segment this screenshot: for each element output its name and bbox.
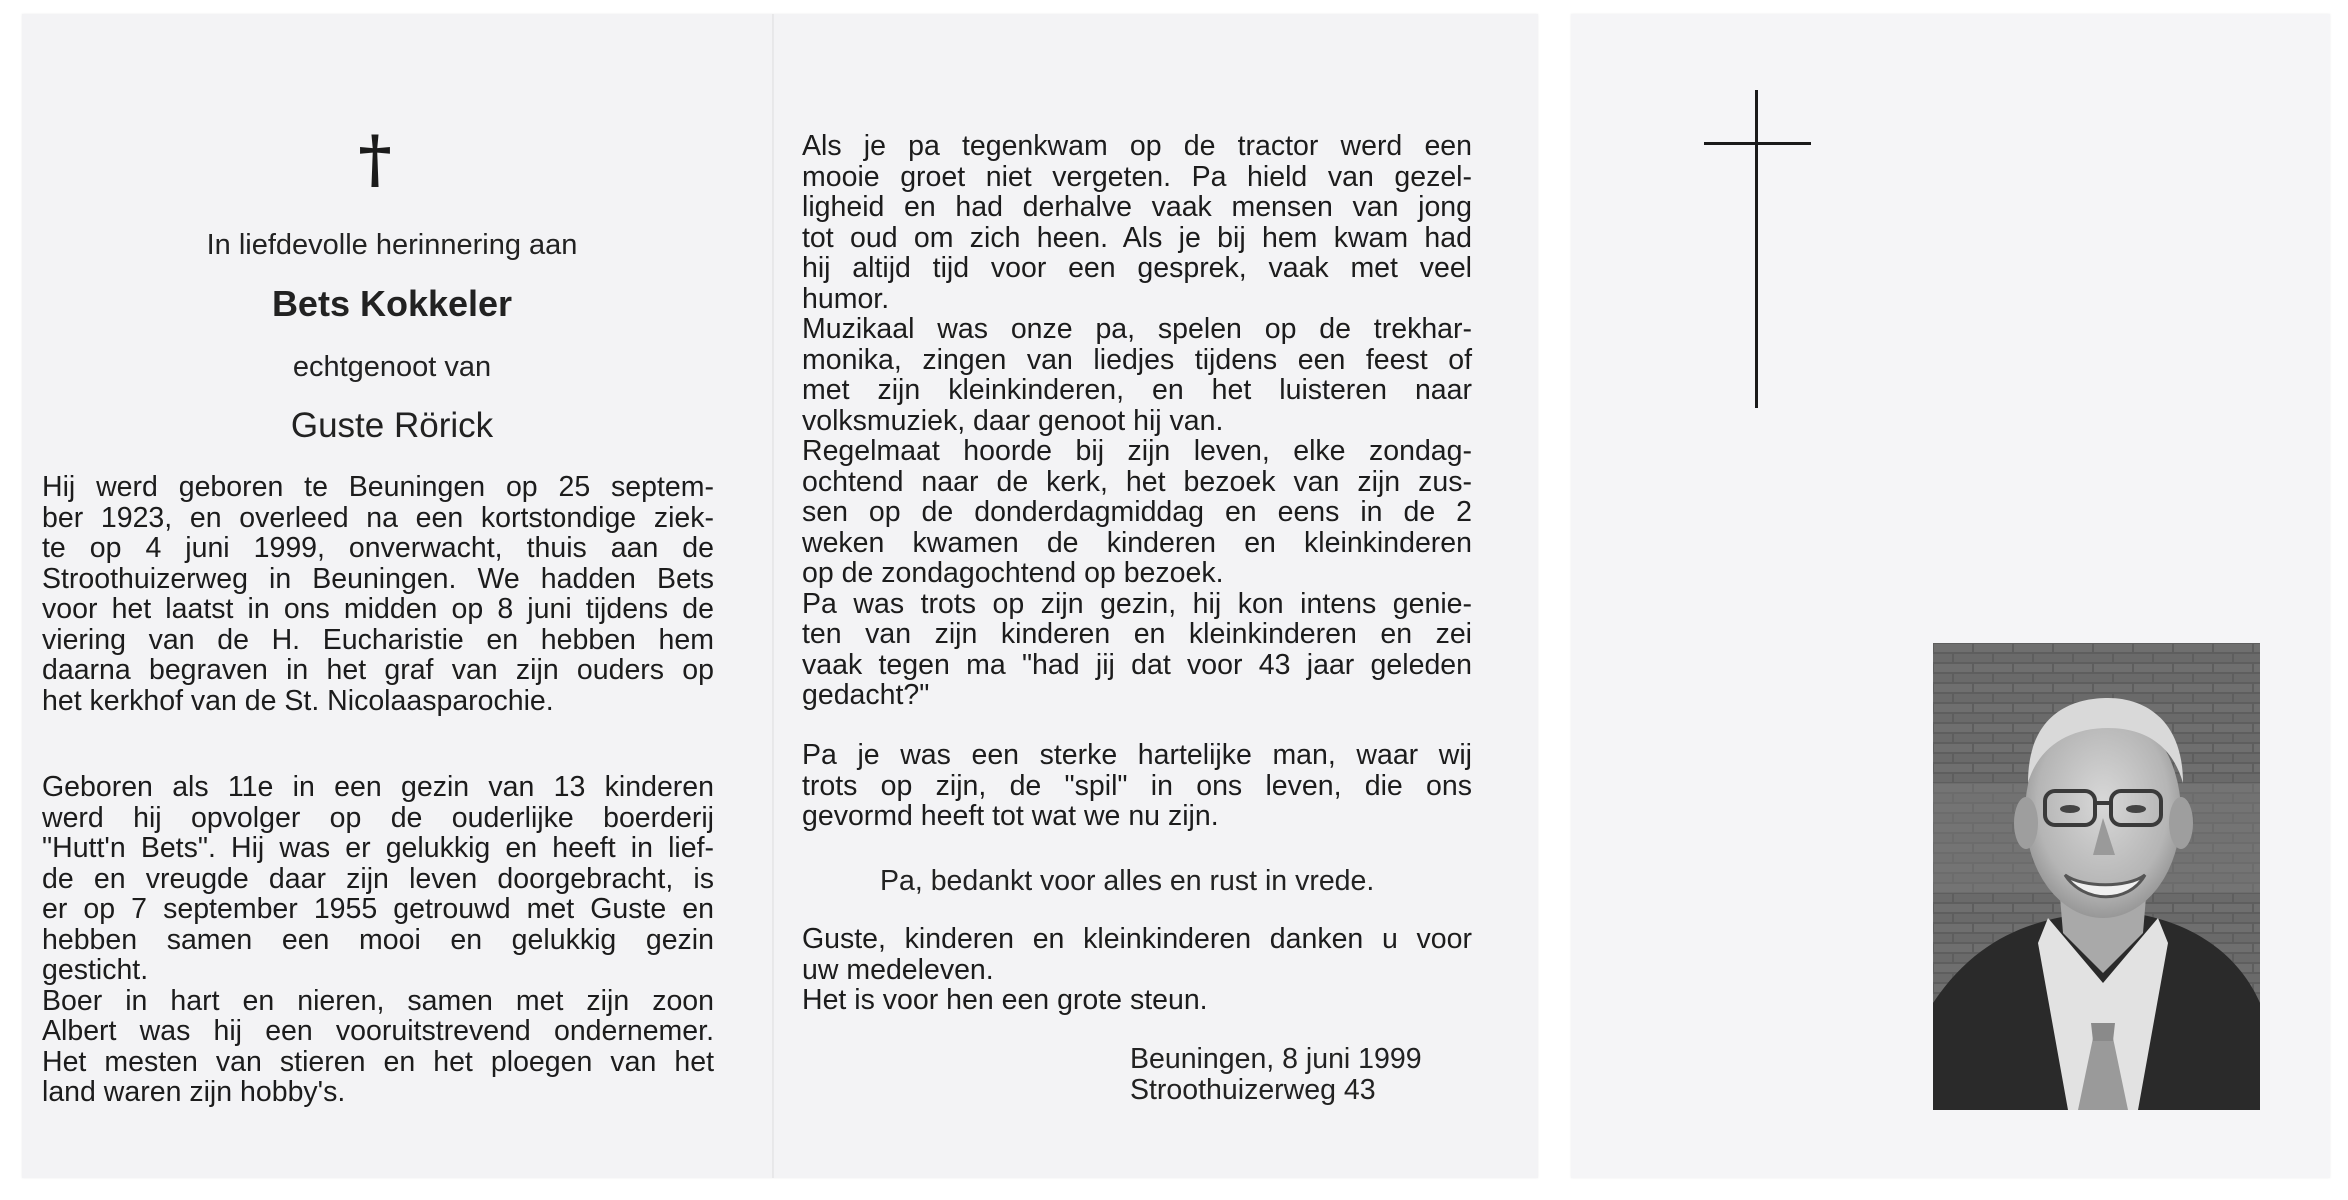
- text-line: Hij werd geboren te Beuningen op 25 septem-: [42, 471, 714, 503]
- spouse-intro-text: echtgenoot van: [292, 351, 492, 383]
- text-line: mooie groet niet vergeten. Pa hield van gezel-: [802, 160, 1472, 193]
- text-line: ten van zijn kinderen en kleinkinderen en zei: [802, 618, 1472, 650]
- text-line: ligheid en had derhalve vaak mensen van jong: [802, 191, 1472, 223]
- text-line: Pa je was een sterke hartelijke man, waar wij: [802, 739, 1472, 771]
- text-line: hij altijd tijd voor een gesprek, vaak met veel: [802, 252, 1472, 284]
- text-line: Guste, kinderen en kleinkinderen danken u voor: [802, 923, 1472, 955]
- cross-icon-vertical: [1755, 90, 1758, 408]
- address: Stroothuizerweg 43: [1130, 1073, 1376, 1106]
- text-line: Regelmaat hoorde bij zijn leven, elke zondag-: [802, 435, 1472, 467]
- text-line: viering van de H. Eucharistie en hebben hem: [42, 623, 714, 656]
- portrait-image: [1933, 643, 2260, 1110]
- text-line: het kerkhof van de St. Nicolaasparochie.: [42, 684, 554, 717]
- cross-icon-horizontal: [1704, 142, 1811, 145]
- paragraph-tribute: [802, 740, 1472, 832]
- text-line: monika, zingen van liedjes tijdens een feest of: [802, 343, 1472, 376]
- text-line: Boer in hart en nieren, samen met zijn zoon: [42, 984, 714, 1017]
- text-line: land waren zijn hobby's.: [42, 1076, 346, 1108]
- text-line: Pa was trots op zijn gezin, hij kon intens genie-: [802, 587, 1472, 620]
- farewell-line: Pa, bedankt voor alles en rust in vrede.: [880, 865, 1375, 897]
- text-line: vaak tegen ma "had jij dat voor 43 jaar geleden: [802, 648, 1472, 681]
- text-line: werd hij opvolger op de ouderlijke boerderij: [42, 801, 714, 834]
- text-line: weken kwamen de kinderen en kleinkinderen: [802, 526, 1472, 559]
- portrait-photo: [1933, 643, 2260, 1110]
- text-line: trots op zijn, de "spil" in ons leven, die ons: [802, 769, 1472, 802]
- spouse-name: Guste Rörick: [290, 406, 494, 445]
- text-line: voor het laatst in ons midden op 8 juni tijdens de: [42, 593, 714, 625]
- paragraph-birth-death: [42, 472, 714, 716]
- text-line: Als je pa tegenkwam op de tractor werd een: [802, 130, 1472, 162]
- text-line: ber 1923, en overleed na een kortstondige ziek-: [42, 501, 714, 534]
- paragraph-life: [42, 772, 714, 1108]
- cross-icon: †: [358, 122, 392, 197]
- text-line: op de zondagochtend op bezoek.: [802, 557, 1224, 589]
- text-line: ochtend naar de kerk, het bezoek van zijn zus-: [802, 465, 1472, 498]
- text-line: Albert was hij een vooruitstrevend ondernemer.: [42, 1015, 714, 1047]
- text-line: humor.: [802, 282, 890, 315]
- text-line: Stroothuizerweg in Beuningen. We hadden Bets: [42, 562, 714, 595]
- text-line: uw medeleven.: [802, 953, 994, 986]
- text-line: Geboren als 11e in een gezin van 13 kinderen: [42, 771, 714, 803]
- place-date: Beuningen, 8 juni 1999: [1130, 1043, 1422, 1075]
- text-line: met zijn kleinkinderen, en het luisteren naar: [802, 374, 1472, 406]
- text-line: sen op de donderdagmiddag en eens in de 2: [802, 496, 1472, 528]
- text-line: de en vreugde daar zijn leven doorgebracht, is: [42, 862, 714, 895]
- fold-line: [772, 14, 774, 1178]
- text-line: te op 4 juni 1999, onverwacht, thuis aan de: [42, 532, 714, 564]
- text-line: er op 7 september 1955 getrouwd met Guste en: [42, 893, 714, 925]
- text-line: volksmuziek, daar genoot hij van.: [802, 404, 1224, 437]
- text-line: tot oud om zich heen. Als je bij hem kwam had: [802, 221, 1472, 254]
- text-line: Muzikaal was onze pa, spelen op de trekhar-: [802, 313, 1472, 345]
- text-line: gesticht.: [42, 954, 149, 986]
- text-line: "Hutt'n Bets". Hij was er gelukkig en heeft in lief-: [42, 832, 714, 864]
- text-line: daarna begraven in het graf van zijn ouders op: [42, 654, 714, 686]
- text-line: hebben samen een mooi en gelukkig gezin: [42, 923, 714, 956]
- place-and-address: [1130, 1044, 1422, 1105]
- text-line: gevormd heeft tot wat we nu zijn.: [802, 800, 1219, 832]
- intro-text: In liefdevolle herinnering aan: [206, 229, 578, 261]
- deceased-name: Bets Kokkeler: [271, 283, 513, 324]
- text-line: gedacht?": [802, 679, 930, 711]
- paragraph-character: [802, 131, 1472, 711]
- text-line: Het mesten van stieren en het ploegen van het: [42, 1045, 714, 1078]
- text-line: Het is voor hen een grote steun.: [802, 984, 1208, 1016]
- paragraph-acknowledgement: [802, 924, 1472, 1016]
